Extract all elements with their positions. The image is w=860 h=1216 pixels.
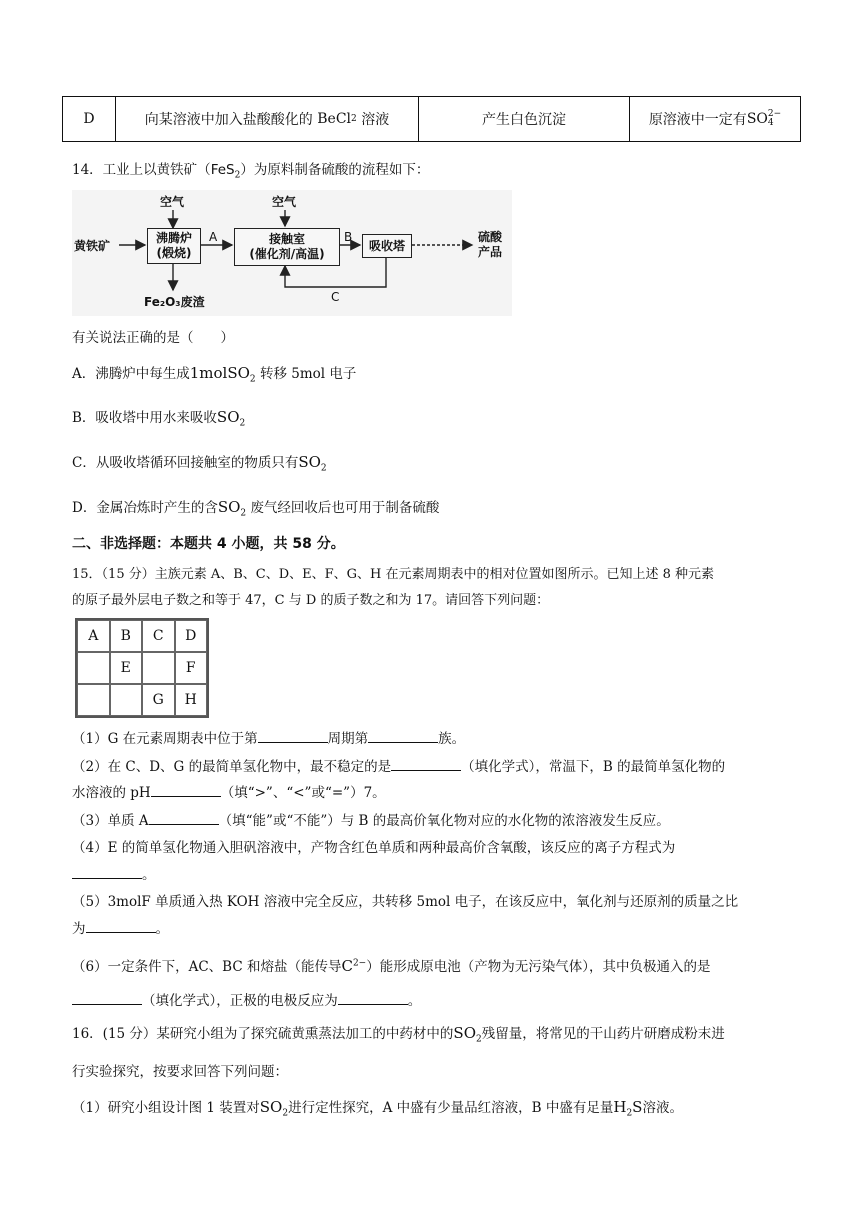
q15-part5-line1: （5）3molF 单质通入热 KOH 溶液中完全反应，共转移 5mol 电子，在该反应中，氧化剂与还原剂的质量之比	[72, 894, 739, 910]
answer-blank[interactable]	[151, 783, 221, 797]
answer-table-row	[62, 96, 801, 142]
answer-blank[interactable]	[258, 729, 328, 743]
q15-part4-line1: （4）E 的简单氢化物通入胆矾溶液中，产物含红色单质和两种最高价含氧酸，该反应的离子方程式为	[72, 840, 676, 856]
grid-cell: G	[142, 684, 175, 716]
answer-blank[interactable]	[368, 729, 438, 743]
answer-blank[interactable]	[338, 991, 408, 1005]
table-cell-label: D	[63, 97, 116, 141]
q15-part6-line2: （填化学式），正极的电极反应为 。	[72, 989, 421, 1009]
answer-blank[interactable]	[72, 865, 142, 879]
q15-part1: （1）G 在元素周期表中位于第 周期第 族。	[72, 731, 466, 747]
answer-blank[interactable]	[72, 991, 142, 1005]
q15-part4-line2: 。	[72, 863, 156, 883]
pyrite-label: 黄铁矿	[74, 239, 111, 253]
boiling-furnace-box: 沸腾炉 (煅烧)	[147, 228, 201, 264]
fe2o3-residue-label: Fe₂O₃废渣	[144, 295, 205, 309]
sulfuric-acid-product-label: 硫酸 产品	[478, 230, 503, 259]
q15-stem-line1: 15．（15 分）主族元素 A、B、C、D、E、F、G、H 在元素周期表中的相对位置如图所示。已知上述 8 种元素	[72, 567, 715, 582]
absorption-tower-box: 吸收塔	[362, 234, 412, 258]
q16-part1: （1）研究小组设计图 1 装置对$SO_2$进行定性探究，A 中盛有少量品红溶液，B 中盛有足量$H_2S$溶液。	[72, 1098, 683, 1119]
q15-part5-line2: 为 。	[72, 921, 169, 937]
q15-part2-line2: 水溶液的 pH （填“>”、“<”或“=”）7。	[72, 785, 386, 801]
arrow-label-a: A	[209, 230, 218, 244]
grid-cell	[142, 652, 175, 684]
q14-question: 有关说法正确的是（ ）	[72, 330, 234, 346]
grid-cell: H	[175, 684, 208, 716]
q14-option-a: A．沸腾炉中每生成1molSO$_2$ 转移 5mol 电子	[72, 364, 357, 385]
grid-cell: A	[77, 620, 110, 652]
q14-title: 14．工业上以黄铁矿（FeS$_2$）为原料制备硫酸的流程如下：	[72, 162, 430, 181]
answer-blank[interactable]	[391, 757, 461, 771]
grid-cell: B	[110, 620, 143, 652]
grid-cell: E	[110, 652, 143, 684]
arrow-label-c: C	[331, 290, 340, 304]
q15-part2-line1: （2）在 C、D、G 的最简单氢化物中，最不稳定的是 （填化学式），常温下，B 的最简单氢化物的	[72, 759, 726, 775]
q14-option-b: B．吸收塔中用水来吸收$SO_2$	[72, 408, 246, 429]
periodic-table-fragment	[75, 618, 209, 718]
air-label-2: 空气	[272, 195, 297, 209]
q15-stem-line2: 的原子最外层电子数之和等于 47，C 与 D 的质子数之和为 17。请回答下列问题：	[72, 593, 550, 608]
sulfuric-acid-flow-diagram	[72, 190, 512, 316]
q14-option-d: D．金属冶炼时产生的含$SO_2$ 废气经回收后也可用于制备硫酸	[72, 498, 440, 519]
grid-cell	[77, 652, 110, 684]
q16-stem-line1: 16．(15 分）某研究小组为了探究硫黄熏蒸法加工的中药材中的$SO_2$残留量，将常见的干山药片研磨成粉末进	[72, 1024, 725, 1045]
q15-part6-line1: （6）一定条件下，AC、BC 和熔盐（能传导$C^{2-}$）能形成原电池（产物为无污染气体），其中负极通入的是	[72, 957, 711, 975]
table-cell-conclusion: 原溶液中一定有 SO 2− 4	[648, 109, 782, 128]
answer-blank[interactable]	[86, 919, 156, 933]
grid-cell: D	[175, 620, 208, 652]
grid-cell	[77, 684, 110, 716]
grid-cell: F	[175, 652, 208, 684]
q15-part3: （3）单质 A （填“能”或“不能”）与 B 的最高价氧化物对应的水化物的浓溶液发生反应。	[72, 813, 670, 829]
contact-chamber-box: 接触室 (催化剂/高温)	[234, 228, 340, 266]
answer-blank[interactable]	[149, 811, 219, 825]
section-heading: 二、非选择题：本题共 4 小题，共 58 分。	[72, 536, 345, 552]
arrow-label-b: B	[344, 230, 353, 244]
grid-cell	[110, 684, 143, 716]
q16-stem-line2: 行实验探究，按要求回答下列问题：	[72, 1064, 288, 1080]
table-cell-phenomenon: 产生白色沉淀	[419, 97, 630, 141]
table-cell-operation: 向某溶液中加入盐酸酸化的 BeCl 2 溶液	[116, 97, 419, 141]
q14-option-c: C．从吸收塔循环回接触室的物质只有$SO_2$	[72, 453, 327, 474]
grid-cell: C	[142, 620, 175, 652]
air-label-1: 空气	[160, 195, 185, 209]
